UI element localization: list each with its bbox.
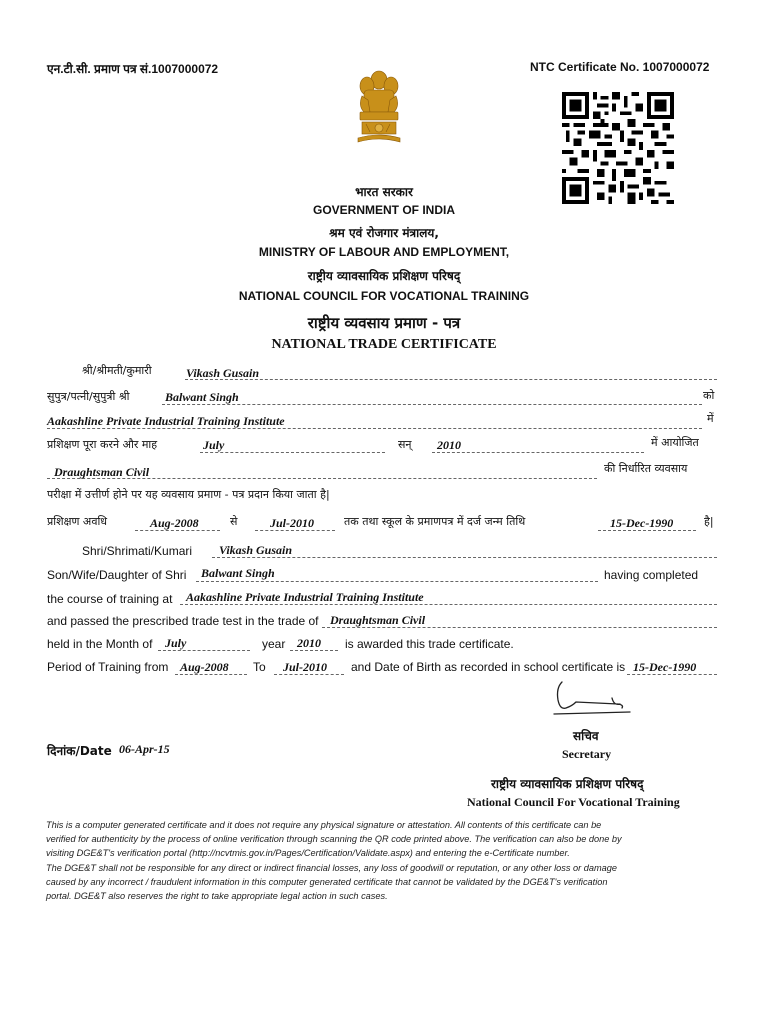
dob-english: 15-Dec-1990 (633, 660, 697, 674)
disclaimer-line: The DGE&T shall not be responsible for any direct or indirect financial losses, any loss of goodwill or reputation, or any other loss or damage (46, 862, 617, 873)
trade-hindi: Draughtsman Civil (54, 465, 150, 479)
institute-hindi: Aakashline Private Industrial Training Institute (47, 414, 285, 428)
candidate-name-hindi: Vikash Gusain (186, 366, 260, 380)
label-course: the course of training at (47, 592, 173, 606)
label-me: में (707, 412, 714, 425)
month-hindi: July (203, 438, 225, 452)
field-line (162, 404, 702, 405)
from-date-english: Aug-2008 (180, 660, 229, 674)
label-having-completed: having completed (604, 568, 699, 582)
label-ayojit: में आयोजित (651, 436, 699, 449)
candidate-name-english: Vikash Gusain (219, 543, 293, 557)
label-name-hindi: श्री/श्रीमती/कुमारी (82, 364, 152, 377)
cert-number-hindi: एन.टी.सी. प्रमाण पत्र सं.1007000072 (47, 62, 219, 76)
from-date-hindi: Aug-2008 (150, 516, 199, 530)
disclaimer-line: portal. DGE&T also reserves the right to take appropriate legal action in such cases. (46, 891, 388, 902)
institute-english: Aakashline Private Industrial Training Institute (186, 590, 424, 604)
label-se: से (230, 515, 238, 528)
disclaimer-line: This is a computer generated certificate and it does not require any physical signature or attestation. All contents of this certificate can be (46, 820, 602, 830)
label-nirdharit: की निर्धारित व्यवसाय (604, 462, 688, 475)
gov-title-hindi: भारत सरकार (355, 185, 413, 199)
label-ko: को (703, 389, 715, 402)
field-line (432, 452, 644, 453)
label-san: सन् (398, 438, 412, 451)
disclaimer-text (46, 818, 722, 903)
label-name-english: Shri/Shrimati/Kumari (82, 544, 193, 558)
council-signoff-hindi: राष्ट्रीय व्यावसायिक प्रशिक्षण परिषद् (491, 777, 644, 791)
year-hindi: 2010 (437, 438, 461, 452)
field-line (196, 581, 598, 582)
label-parent-hindi: सुपुत्र/पत्नी/सुपुत्री श्री (47, 390, 130, 403)
label-year: year (262, 637, 286, 651)
certificate-title-english: NATIONAL TRADE CERTIFICATE (271, 337, 497, 352)
dob-hindi: 15-Dec-1990 (610, 516, 674, 530)
sachiv-label: सचिव (573, 729, 599, 743)
label-hai: है| (704, 515, 714, 528)
to-date-english: Jul-2010 (283, 660, 328, 674)
date-label: दिनांक/Date (47, 744, 112, 758)
gov-title-english: GOVERNMENT OF INDIA (312, 203, 455, 217)
council-title-english: NATIONAL COUNCIL FOR VOCATIONAL TRAINING (238, 289, 530, 303)
disclaimer-line: visiting DGE&T's verification portal (http://ncvtmis.gov.in/Pages/Certification/Validate.aspx) and entering the e-Certificate number. (46, 848, 570, 859)
secretary-label: Secretary (562, 747, 612, 761)
parent-name-hindi: Balwant Singh (165, 390, 239, 404)
label-to: To (253, 660, 266, 674)
ministry-title-hindi: श्रम एवं रोजगार मंत्रालय, (329, 226, 439, 240)
cert-number-english: NTC Certificate No. 1007000072 (530, 60, 710, 74)
council-signoff-english: National Council For Vocational Training (467, 795, 680, 809)
year-english: 2010 (297, 636, 321, 650)
disclaimer-line: caused by any incorrect / fraudulent information in this computer generated certificate that cannot be validated by the DGE&T's verification (46, 876, 608, 887)
label-month-english: held in the Month of (47, 637, 153, 651)
disclaimer-line: verified for authenticity by the process of online verification through scanning the QR code printed above. The verification can also be done by (46, 834, 622, 845)
label-passed: and passed the prescribed trade test in the trade of (47, 614, 319, 628)
to-date-hindi: Jul-2010 (270, 516, 315, 530)
label-parent-english: Son/Wife/Daughter of Shri (47, 568, 187, 582)
parent-name-english: Balwant Singh (201, 566, 275, 580)
signature-icon (548, 678, 632, 718)
label-dob: and Date of Birth as recorded in school certificate is (351, 660, 626, 674)
national-emblem-icon (350, 66, 408, 146)
council-title-hindi: राष्ट्रीय व्यावसायिक प्रशिक्षण परिषद् (307, 269, 461, 283)
label-pariksha: परीक्षा में उत्तीर्ण होने पर यह व्यवसाय प्रमाण - पत्र प्रदान किया जाता है| (47, 488, 330, 501)
label-month-hindi: प्रशिक्षण पूरा करने और माह (47, 438, 158, 451)
label-period: Period of Training from (47, 660, 169, 674)
label-avadhi: प्रशिक्षण अवधि (47, 515, 108, 528)
label-awarded: is awarded this trade certificate. (345, 637, 514, 651)
date-value: 06-Apr-15 (119, 742, 170, 756)
field-line (200, 452, 385, 453)
field-line (185, 379, 717, 380)
month-english: July (165, 636, 187, 650)
label-tak: तक तथा स्कूल के प्रमाणपत्र में दर्ज जन्म तिथि (344, 515, 526, 528)
certificate-title-hindi: राष्ट्रीय व्यवसाय प्रमाण - पत्र (307, 314, 461, 332)
trade-english: Draughtsman Civil (330, 613, 426, 627)
ministry-title-english: MINISTRY OF LABOUR AND EMPLOYMENT, (258, 245, 510, 259)
